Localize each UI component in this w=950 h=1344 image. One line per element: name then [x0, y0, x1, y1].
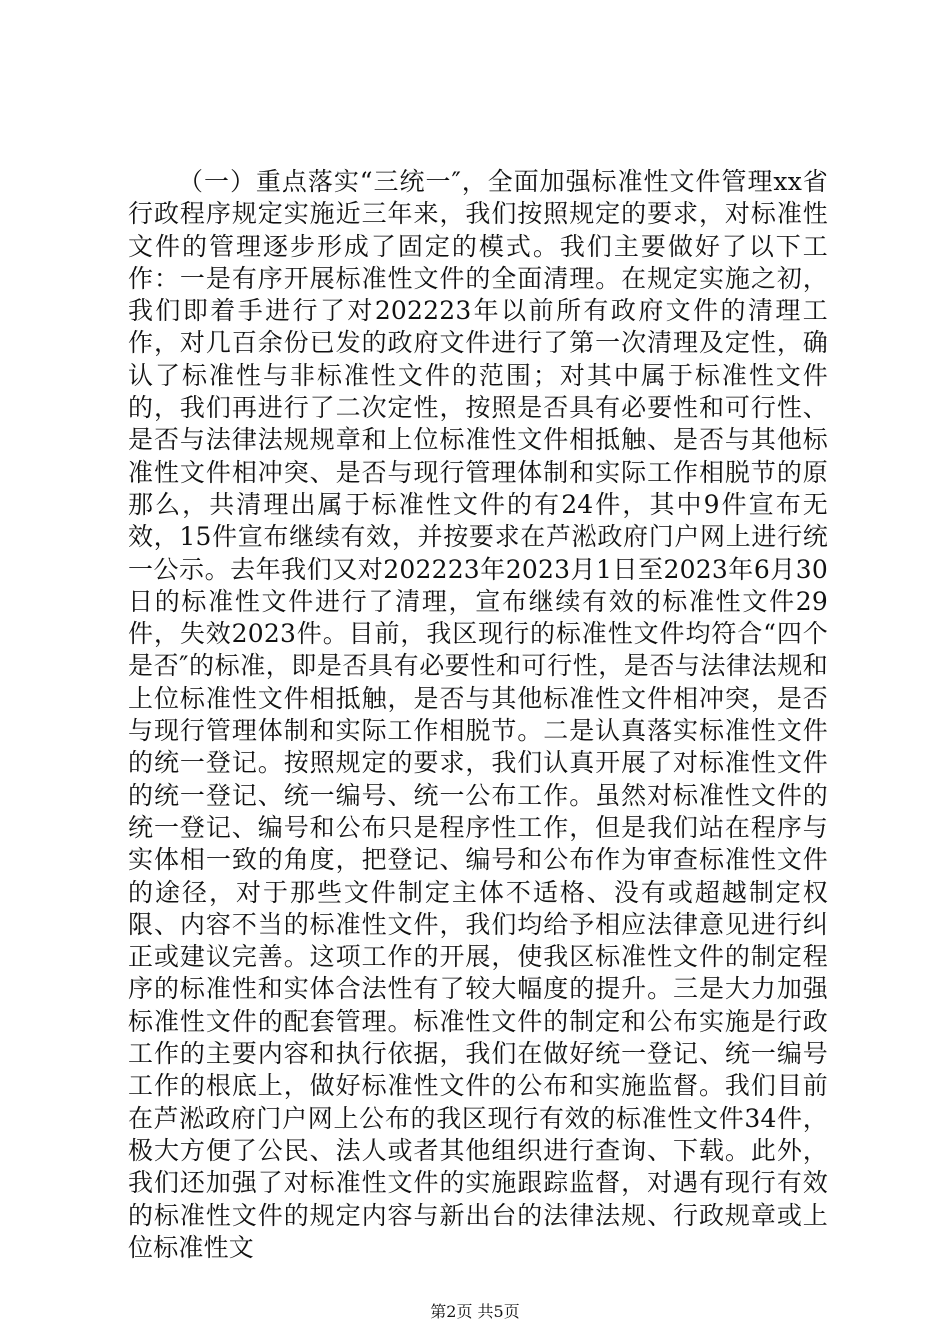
body-paragraph: （一）重点落实“三统一″，全面加强标准性文件管理xx省行政程序规定实施近三年来，我们按照规定的要求，对标准性文件的管理逐步形成了固定的模式。我们主要做好了以下工作：一是有序开展标准性文件的全面清理。在规定实施之初，我们即着手进行了对202223年以前所有政府文件的清理工作，对几百余份已发的政府文件进行了第一次清理及定性，确认了标准性与非标准性文件的范围；对其中属于标准性文件的，我们再进行了二次定性，按照是否具有必要性和可行性、是否与法律法规规章和上位标准性文件相抵触、是否与其他标准性文件相冲突、是否与现行管理体制和实际工作相脱节的原那么，共清理出属于标准性文件的有24件，其中9件宣布无效，15件宣布继续有效，并按要求在芦淞政府门户网上进行统一公示。去年我们又对202223年2023月1日至2023年6月30日的标准性文件进行了清理，宣布继续有效的标准性文件29件，失效2023件。目前，我区现行的标准性文件均符合“四个是否″的标准，即是否具有必要性和可行性，是否与法律法规和上位标准性文件相抵触，是否与其他标准性文件相冲突，是否与现行管理体制和实际工作相脱节。二是认真落实标准性文件的统一登记。按照规定的要求，我们认真开展了对标准性文件的统一登记、统一编号、统一公布工作。虽然对标准性文件的统一登记、编号和公布只是程序性工作，但是我们站在程序与实体相一致的角度，把登记、编号和公布作为审查标准性文件的途径，对于那些文件制定主体不适格、没有或超越制定权限、内容不当的标准性文件，我们均给予相应法律意见进行纠正或建议完善。这项工作的开展，使我区标准性文件的制定程序的标准性和实体合法性有了较大幅度的提升。三是大力加强标准性文件的配套管理。标准性文件的制定和公布实施是行政工作的主要内容和执行依据，我们在做好统一登记、统一编号工作的根底上，做好标准性文件的公布和实施监督。我们目前在芦淞政府门户网上公布的我区现行有效的标准性文件34件，极大方便了公民、法人或者其他组织进行查询、下载。此外，我们还加强了对标准性文件的实施跟踪监督，对遇有现行有效的标准性文件的规定内容与新出台的法律法规、行政规章或上位标准性文 [128, 167, 828, 1262]
page-footer: 第2页 共5页 [430, 1302, 520, 1321]
